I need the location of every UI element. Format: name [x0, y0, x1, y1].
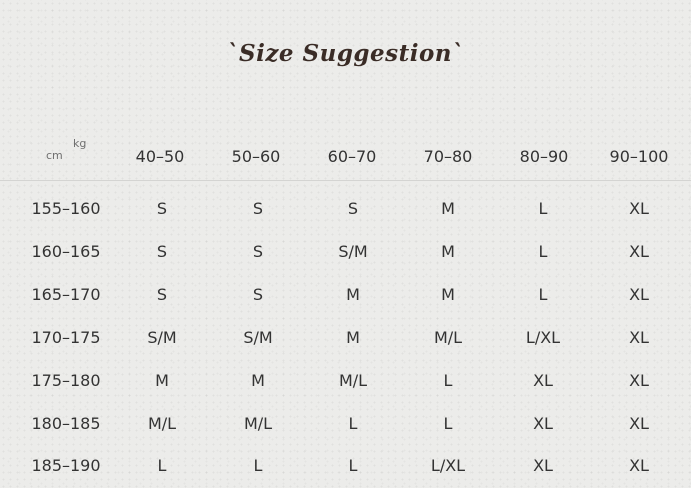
size-cell: L: [348, 414, 358, 433]
size-cell: S/M: [147, 328, 177, 347]
weight-header-80-90: 80–90: [519, 147, 569, 166]
size-cell: S/M: [243, 328, 273, 347]
size-cell: M: [441, 242, 455, 261]
size-cell: S: [252, 242, 264, 261]
size-cell: XL: [629, 328, 649, 347]
page-title: `Size Suggestion`: [226, 40, 465, 67]
size-cell: L/XL: [525, 328, 561, 347]
size-cell: L: [253, 456, 263, 475]
table-row: [0, 230, 691, 273]
size-cell: M: [441, 285, 455, 304]
size-cell: L: [538, 242, 548, 261]
table-row: [0, 444, 691, 487]
size-cell: S: [156, 199, 168, 218]
size-cell: M/L: [433, 328, 463, 347]
table-row: [0, 359, 691, 402]
size-cell: L: [348, 456, 358, 475]
size-cell: M: [155, 371, 169, 390]
weight-header-60-70: 60–70: [327, 147, 377, 166]
size-cell: XL: [629, 285, 649, 304]
size-cell: S: [156, 242, 168, 261]
weight-header-40-50: 40–50: [135, 147, 185, 166]
size-cell: S: [156, 285, 168, 304]
size-cell: M/L: [338, 371, 368, 390]
size-cell: XL: [533, 414, 553, 433]
size-cell: L/XL: [430, 456, 466, 475]
table-row: [0, 316, 691, 359]
height-label: 180–185: [31, 414, 101, 433]
weight-header-70-80: 70–80: [423, 147, 473, 166]
size-cell: M: [346, 328, 360, 347]
size-cell: S: [252, 285, 264, 304]
table-row: [0, 273, 691, 316]
table-row: [0, 187, 691, 230]
size-cell: S: [347, 199, 359, 218]
height-label: 165–170: [31, 285, 101, 304]
size-cell: L: [443, 414, 453, 433]
corner-cell: [40, 130, 100, 180]
size-cell: XL: [629, 456, 649, 475]
size-cell: L: [538, 285, 548, 304]
size-cell: S: [252, 199, 264, 218]
column-unit-label: kg: [73, 137, 87, 150]
weight-header-90-100: 90–100: [609, 147, 669, 166]
size-cell: M: [441, 199, 455, 218]
size-cell: M/L: [243, 414, 273, 433]
size-cell: L: [443, 371, 453, 390]
weight-header-50-60: 50–60: [231, 147, 281, 166]
height-label: 160–165: [31, 242, 101, 261]
size-cell: XL: [533, 456, 553, 475]
size-cell: XL: [629, 242, 649, 261]
size-cell: L: [157, 456, 167, 475]
size-cell: XL: [533, 371, 553, 390]
height-label: 155–160: [31, 199, 101, 218]
size-cell: M: [346, 285, 360, 304]
height-label: 170–175: [31, 328, 101, 347]
table-header-row: [0, 130, 691, 181]
size-cell: S/M: [338, 242, 368, 261]
table-row: [0, 402, 691, 445]
height-label: 185–190: [31, 456, 101, 475]
row-unit-label: cm: [46, 149, 63, 162]
size-cell: L: [538, 199, 548, 218]
size-cell: XL: [629, 414, 649, 433]
size-cell: M/L: [147, 414, 177, 433]
height-label: 175–180: [31, 371, 101, 390]
size-cell: XL: [629, 199, 649, 218]
size-cell: M: [251, 371, 265, 390]
size-cell: XL: [629, 371, 649, 390]
